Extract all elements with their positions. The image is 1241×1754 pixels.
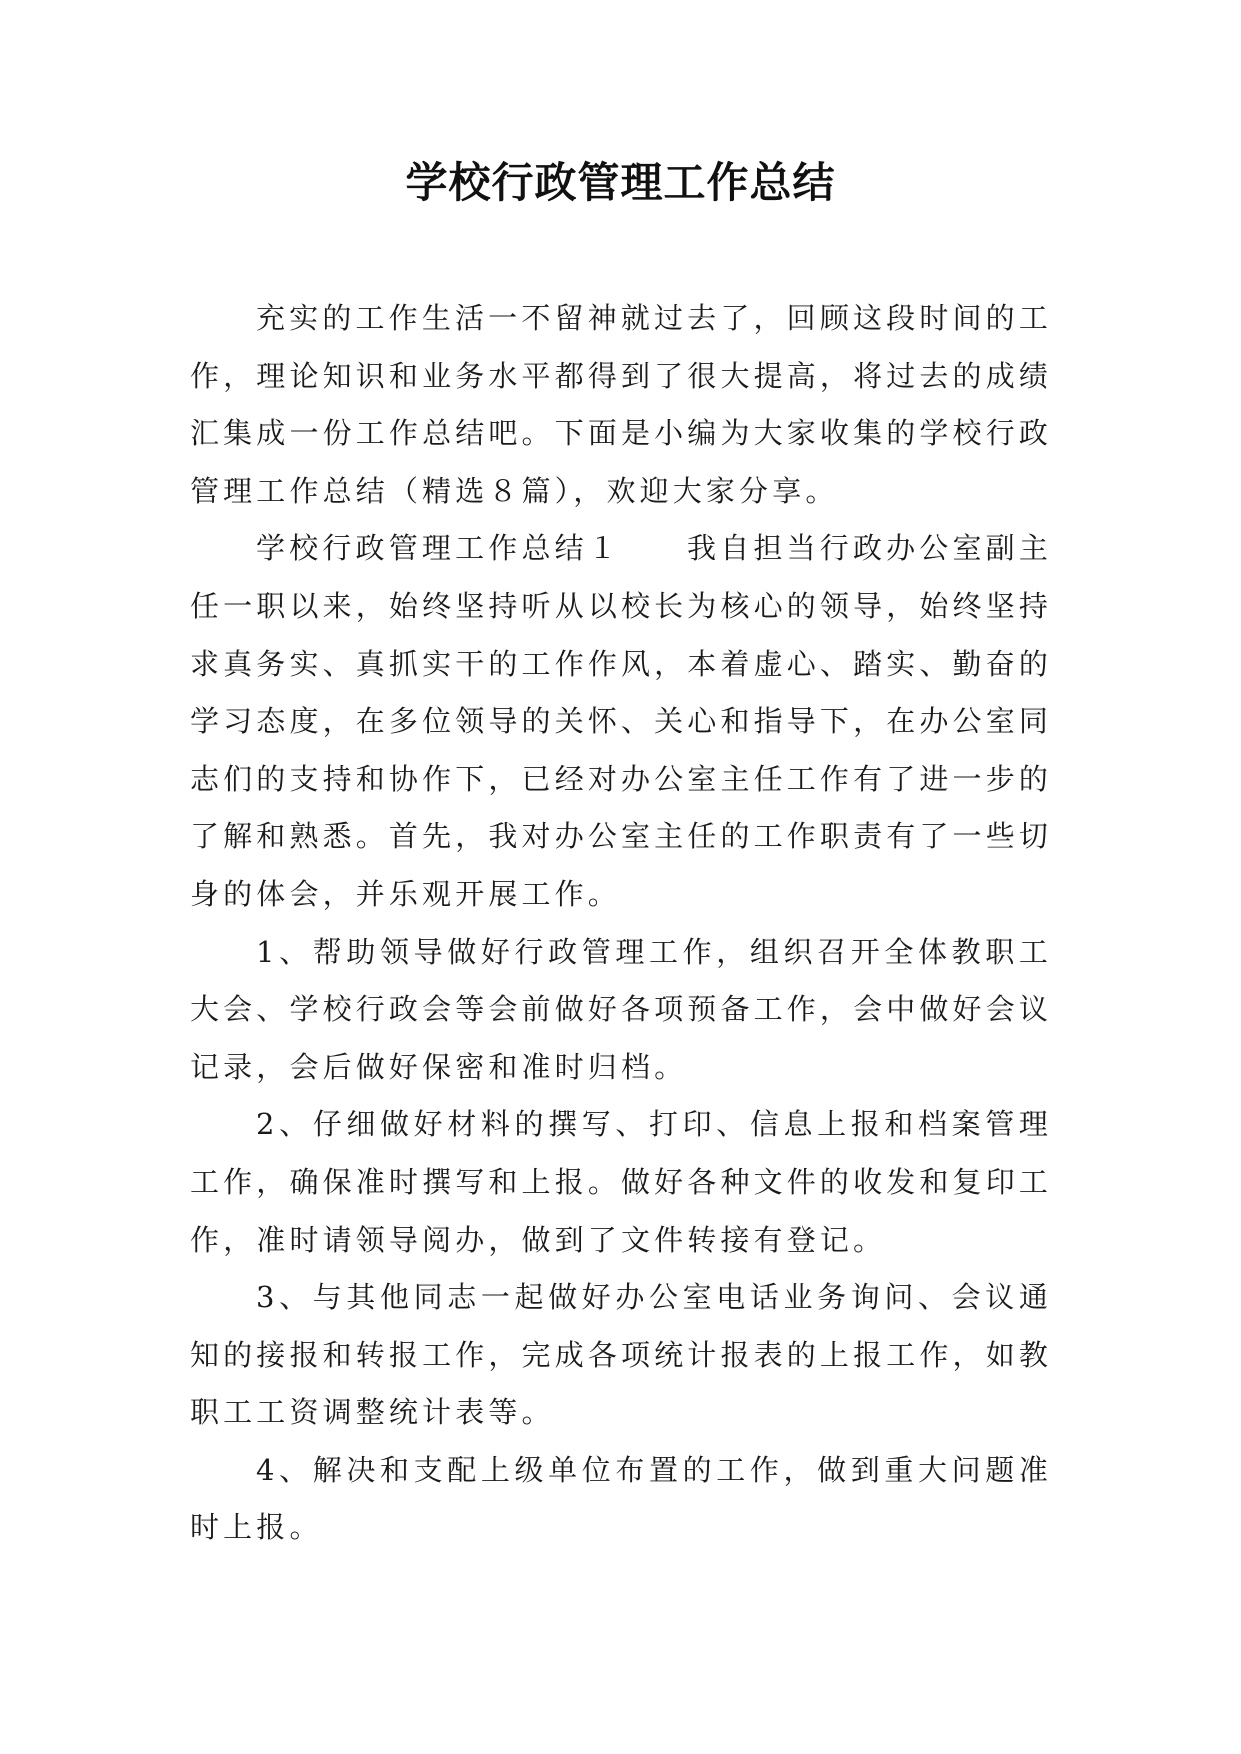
list-item: 2、仔细做好材料的撰写、打印、信息上报和档案管理工作，确保准时撰写和上报。做好各种文件的收发和复印工作，准时请领导阅办，做到了文件转接有登记。 bbox=[190, 1107, 1052, 1257]
list-item: 3、与其他同志一起做好办公室电话业务询问、会议通知的接报和转报工作，完成各项统计报表的上报工作，如教职工工资调整统计表等。 bbox=[190, 1280, 1052, 1430]
section-heading: 学校行政管理工作总结１ bbox=[256, 531, 621, 566]
document-body bbox=[190, 290, 1052, 1557]
list-item: 1、帮助领导做好行政管理工作，组织召开全体教职工大会、学校行政会等会前做好各项预备工作，会中做好会议记录，会后做好保密和准时归档。 bbox=[190, 934, 1052, 1084]
list-item: 4、解决和支配上级单位布置的工作，做到重大问题准时上报。 bbox=[190, 1452, 1052, 1545]
intro-paragraph: 充实的工作生活一不留神就过去了，回顾这段时间的工作，理论知识和业务水平都得到了很大提高，将过去的成绩汇集成一份工作总结吧。下面是小编为大家收集的学校行政管理工作总结（精选８篇），欢迎大家分享。 bbox=[190, 301, 1052, 508]
document-title: 学校行政管理工作总结 bbox=[405, 158, 836, 207]
section-paragraph bbox=[190, 520, 1052, 923]
section-text: 我自担当行政办公室副主任一职以来，始终坚持听从以校长为核心的领导，始终坚持求真务实、真抓实干的工作作风，本着虚心、踏实、勤奋的学习态度，在多位领导的关怀、关心和指导下，在办公室同志们的支持和协作下，已经对办公室主任工作有了进一步的了解和熟悉。首先，我对办公室主任的工作职责有了一些切身的体会，并乐观开展工作。 bbox=[190, 531, 1052, 911]
